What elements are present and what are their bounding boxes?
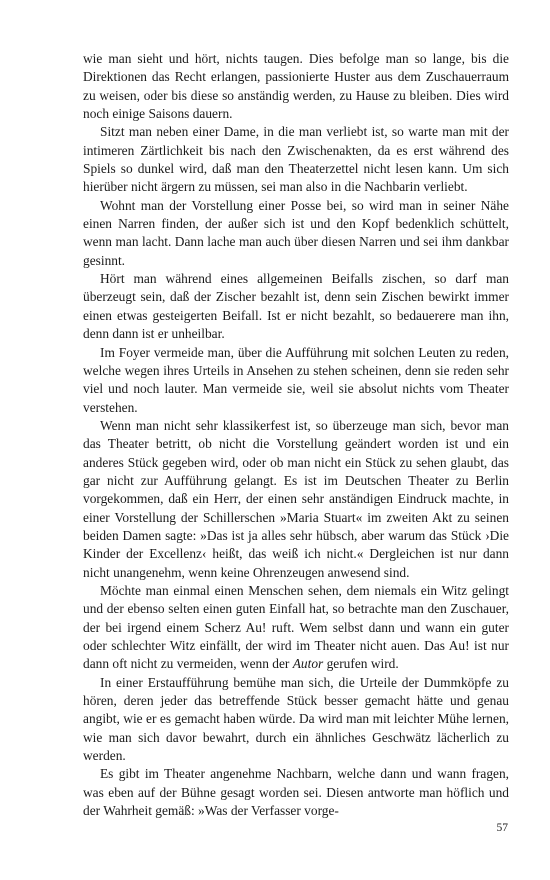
page-body <box>83 50 509 820</box>
paragraph-text: Es gibt im Theater angenehme Nachbarn, welche dann und wann fragen, was eben auf der Bühne gesagt worden sei. Diesen antworte man höflich und der Wahrheit gemäß: »Was der Verfasser vorge- <box>83 766 509 819</box>
paragraph-text: Im Foyer vermeide man, über die Aufführung mit solchen Leuten zu reden, welche wegen ihres Urteils in Ansehen zu stehen scheinen, denn sie reden sehr viel und noch lauter. Man vermeide sie, weil sie absolut nichts vom Theater verstehen. <box>83 344 509 415</box>
paragraph <box>83 417 509 582</box>
paragraph <box>83 765 509 820</box>
paragraph <box>83 674 509 766</box>
paragraph-text: wie man sieht und hört, nichts taugen. Dies befolge man so lange, bis die Direktionen das Recht erlangen, passionierte Huster aus dem Zuschauerraum zu weisen, oder bis diese so anständig werden, zu Hause zu bleiben. Dies wird noch einige Saisons dauern. <box>83 51 509 122</box>
paragraph-text: Wenn man nicht sehr klassikerfest ist, so überzeuge man sich, bevor man das Theater betritt, ob nicht die Vorstellung geändert worden ist und ein anderes Stück gegeben wird, oder ob man nicht ein Stück zu sehen glaubt, das gar nicht zur Aufführung gelangt. Es ist im Deutschen Theater zu Berlin vorgekommen, daß ein Herr, der einen sehr anständigen Eindruck machte, in einer Vorstellung der Schillerschen »Maria Stuart« im zweiten Akt zu seinen beiden Damen sagte: »Das ist ja alles sehr hübsch, aber warum das Stück ›Die Kinder der Excellenz‹ heißt, das weiß ich nicht.« Dergleichen ist nur dann nicht unangenehm, wenn keine Ohrenzeugen anwesend sind. <box>83 417 509 580</box>
paragraph-text: Sitzt man neben einer Dame, in die man verliebt ist, so warte man mit der intimeren Zärtlichkeit bis nach den Zwischenakten, da es erst während des Spiels so dunkel wird, daß man den Theaterzettel nicht lesen kann. Um sich hierüber nicht ärgern zu müssen, sei man also in die Nachbarin verliebt. <box>83 124 509 195</box>
paragraph <box>83 197 509 270</box>
paragraph <box>83 123 509 196</box>
paragraph-text: Wohnt man der Vorstellung einer Posse bei, so wird man in seiner Nähe einen Narren finden, der außer sich ist und den Kopf bedenklich schüttelt, wenn man lacht. Dann lache man auch über diesen Narren und sei ihm dankbar gesinnt. <box>83 197 509 268</box>
page-number: 57 <box>496 822 508 834</box>
paragraph <box>83 582 509 674</box>
paragraph-text: Möchte man einmal einen Menschen sehen, dem niemals ein Witz gelingt und der ebenso selten einen guten Einfall hat, so betrachte man den Zuschauer, der bei irgend einem Scherz Au! ruft. Wem selbst dann und wann ein guter oder schlechter Witz einfällt, der wird im Theater nicht auen. Das Au! ist nur dann oft nicht zu vermeiden, wenn der <box>83 582 509 672</box>
paragraph <box>83 344 509 417</box>
paragraph-text: gerufen wird. <box>323 656 399 672</box>
paragraph <box>83 270 509 343</box>
paragraph-emphasis: Autor <box>292 656 324 672</box>
paragraph-text: In einer Erstaufführung bemühe man sich, die Urteile der Dummköpfe zu hören, deren jeder das betreffende Stück besser gemacht hätte und genau angibt, wie er es gemacht haben würde. Da wird man mit leichter Mühe lernen, wie man sich davor bewahrt, durch ein ähnliches Geschwätz lächerlich zu werden. <box>83 674 509 764</box>
paragraph-text: Hört man während eines allgemeinen Beifalls zischen, so darf man überzeugt sein, daß der Zischer bezahlt ist, denn sein Zischen bewirkt immer einen etwas gesteigerten Beifall. Ist er nicht bezahlt, so bedauerere man ihn, denn dann ist er unheilbar. <box>83 271 509 342</box>
paragraph <box>83 50 509 123</box>
